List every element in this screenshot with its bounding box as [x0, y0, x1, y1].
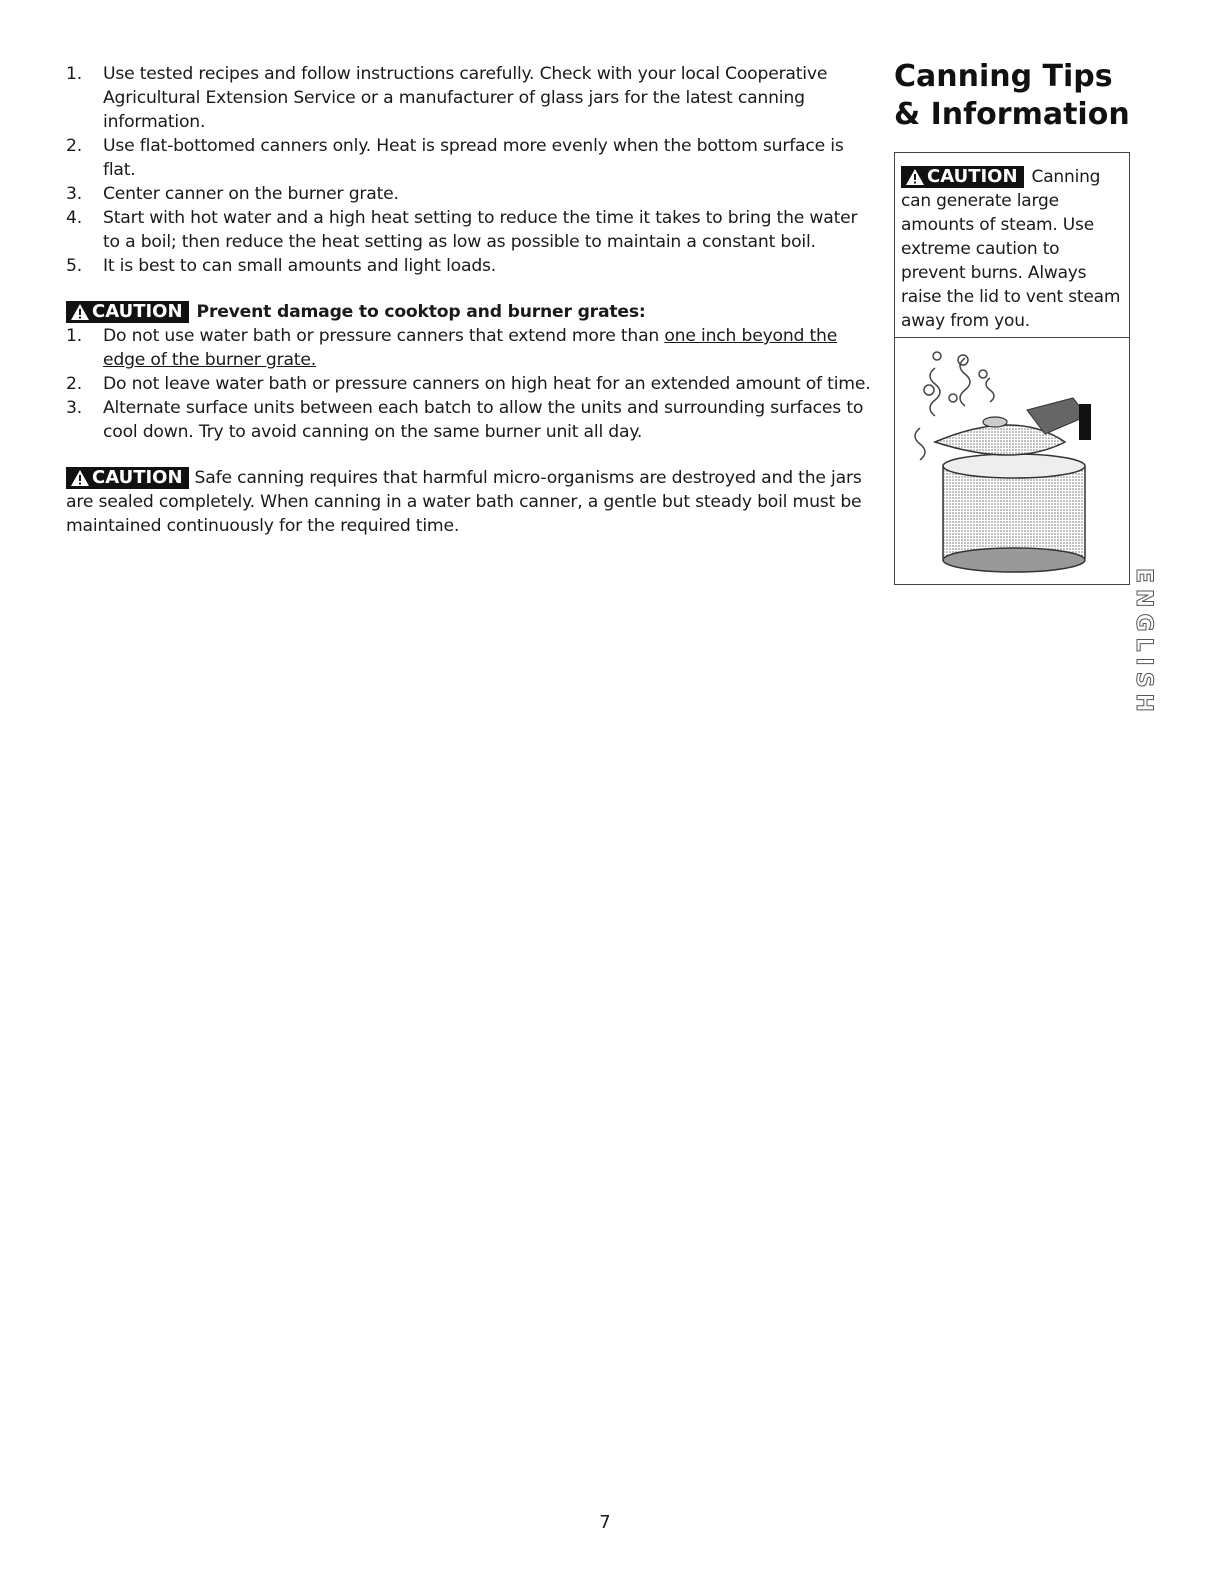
item-text: [103, 324, 874, 372]
list-item: [66, 396, 874, 444]
list-item: [66, 182, 874, 206]
item-number: 2.: [66, 136, 82, 156]
steaming-canner-image: [895, 338, 1129, 584]
item-text-part: Do not use water bath or pressure canners that extend more than: [103, 326, 665, 346]
caution-badge: [66, 467, 189, 489]
canning-tips-list: [66, 62, 874, 278]
caution-label: CAUTION: [927, 166, 1018, 187]
item-text: Use flat-bottomed canners only. Heat is spread more evenly when the bottom surface is flat.: [103, 136, 844, 180]
item-text: Center canner on the burner grate.: [103, 184, 399, 204]
canner-illustration: [895, 338, 1129, 584]
item-text: Alternate surface units between each batch to allow the units and surrounding surfaces to cool down. Try to avoid canning on the same burner unit all day.: [103, 398, 864, 442]
item-number: 3.: [66, 398, 82, 418]
item-number: 1.: [66, 64, 82, 84]
list-item: [66, 206, 874, 254]
main-content: [66, 62, 874, 538]
caution-box: [894, 152, 1130, 585]
item-number: 2.: [66, 374, 82, 394]
item-number: 3.: [66, 184, 82, 204]
caution-badge: [901, 166, 1024, 188]
list-item: [66, 254, 874, 278]
list-item: [66, 372, 874, 396]
caution-box-text: [895, 153, 1129, 338]
page-number: 7: [599, 1512, 611, 1533]
warning-icon: [70, 469, 90, 487]
item-text: Do not leave water bath or pressure canners on high heat for an extended amount of time.: [103, 374, 871, 394]
section-title: Canning Tips & Information: [894, 59, 1130, 132]
sidebar: [894, 58, 1130, 585]
item-number: 4.: [66, 208, 82, 228]
language-label: ENGLISH: [1131, 568, 1156, 718]
item-number: 5.: [66, 256, 82, 276]
caution-label: CAUTION: [92, 301, 183, 322]
warning-icon: [905, 168, 925, 186]
caution-heading: [66, 300, 874, 324]
caution-paragraph: [66, 466, 874, 538]
item-text: Use tested recipes and follow instructions carefully. Check with your local Cooperative Agricultural Extension Service or a manufacturer of glass jars for the latest canning information.: [103, 64, 828, 132]
box-text: Canning can generate large amounts of steam. Use extreme caution to prevent burns. Always raise the lid to vent steam away from you.: [901, 167, 1121, 331]
warning-icon: [70, 303, 90, 321]
list-item: [66, 324, 874, 372]
item-number: 1.: [66, 326, 82, 346]
item-text-underlined: one inch beyond the edge of the burner grate.: [103, 326, 838, 370]
list-item: [66, 134, 874, 182]
caution-list: [66, 324, 874, 444]
list-item: [66, 62, 874, 134]
item-text: It is best to can small amounts and light loads.: [103, 256, 497, 276]
caution-text: Safe canning requires that harmful micro-organisms are destroyed and the jars are sealed completely. When canning in a water bath canner, a gentle but steady boil must be maintained continuously for the required time.: [66, 468, 862, 536]
caution-label: CAUTION: [92, 467, 183, 488]
language-tab: [1128, 568, 1158, 718]
item-text: Start with hot water and a high heat setting to reduce the time it takes to bring the water to a boil; then reduce the heat setting as low as possible to maintain a constant boil.: [103, 208, 858, 252]
caution-badge: [66, 301, 189, 323]
caution-heading-text: Prevent damage to cooktop and burner grates:: [196, 302, 646, 322]
